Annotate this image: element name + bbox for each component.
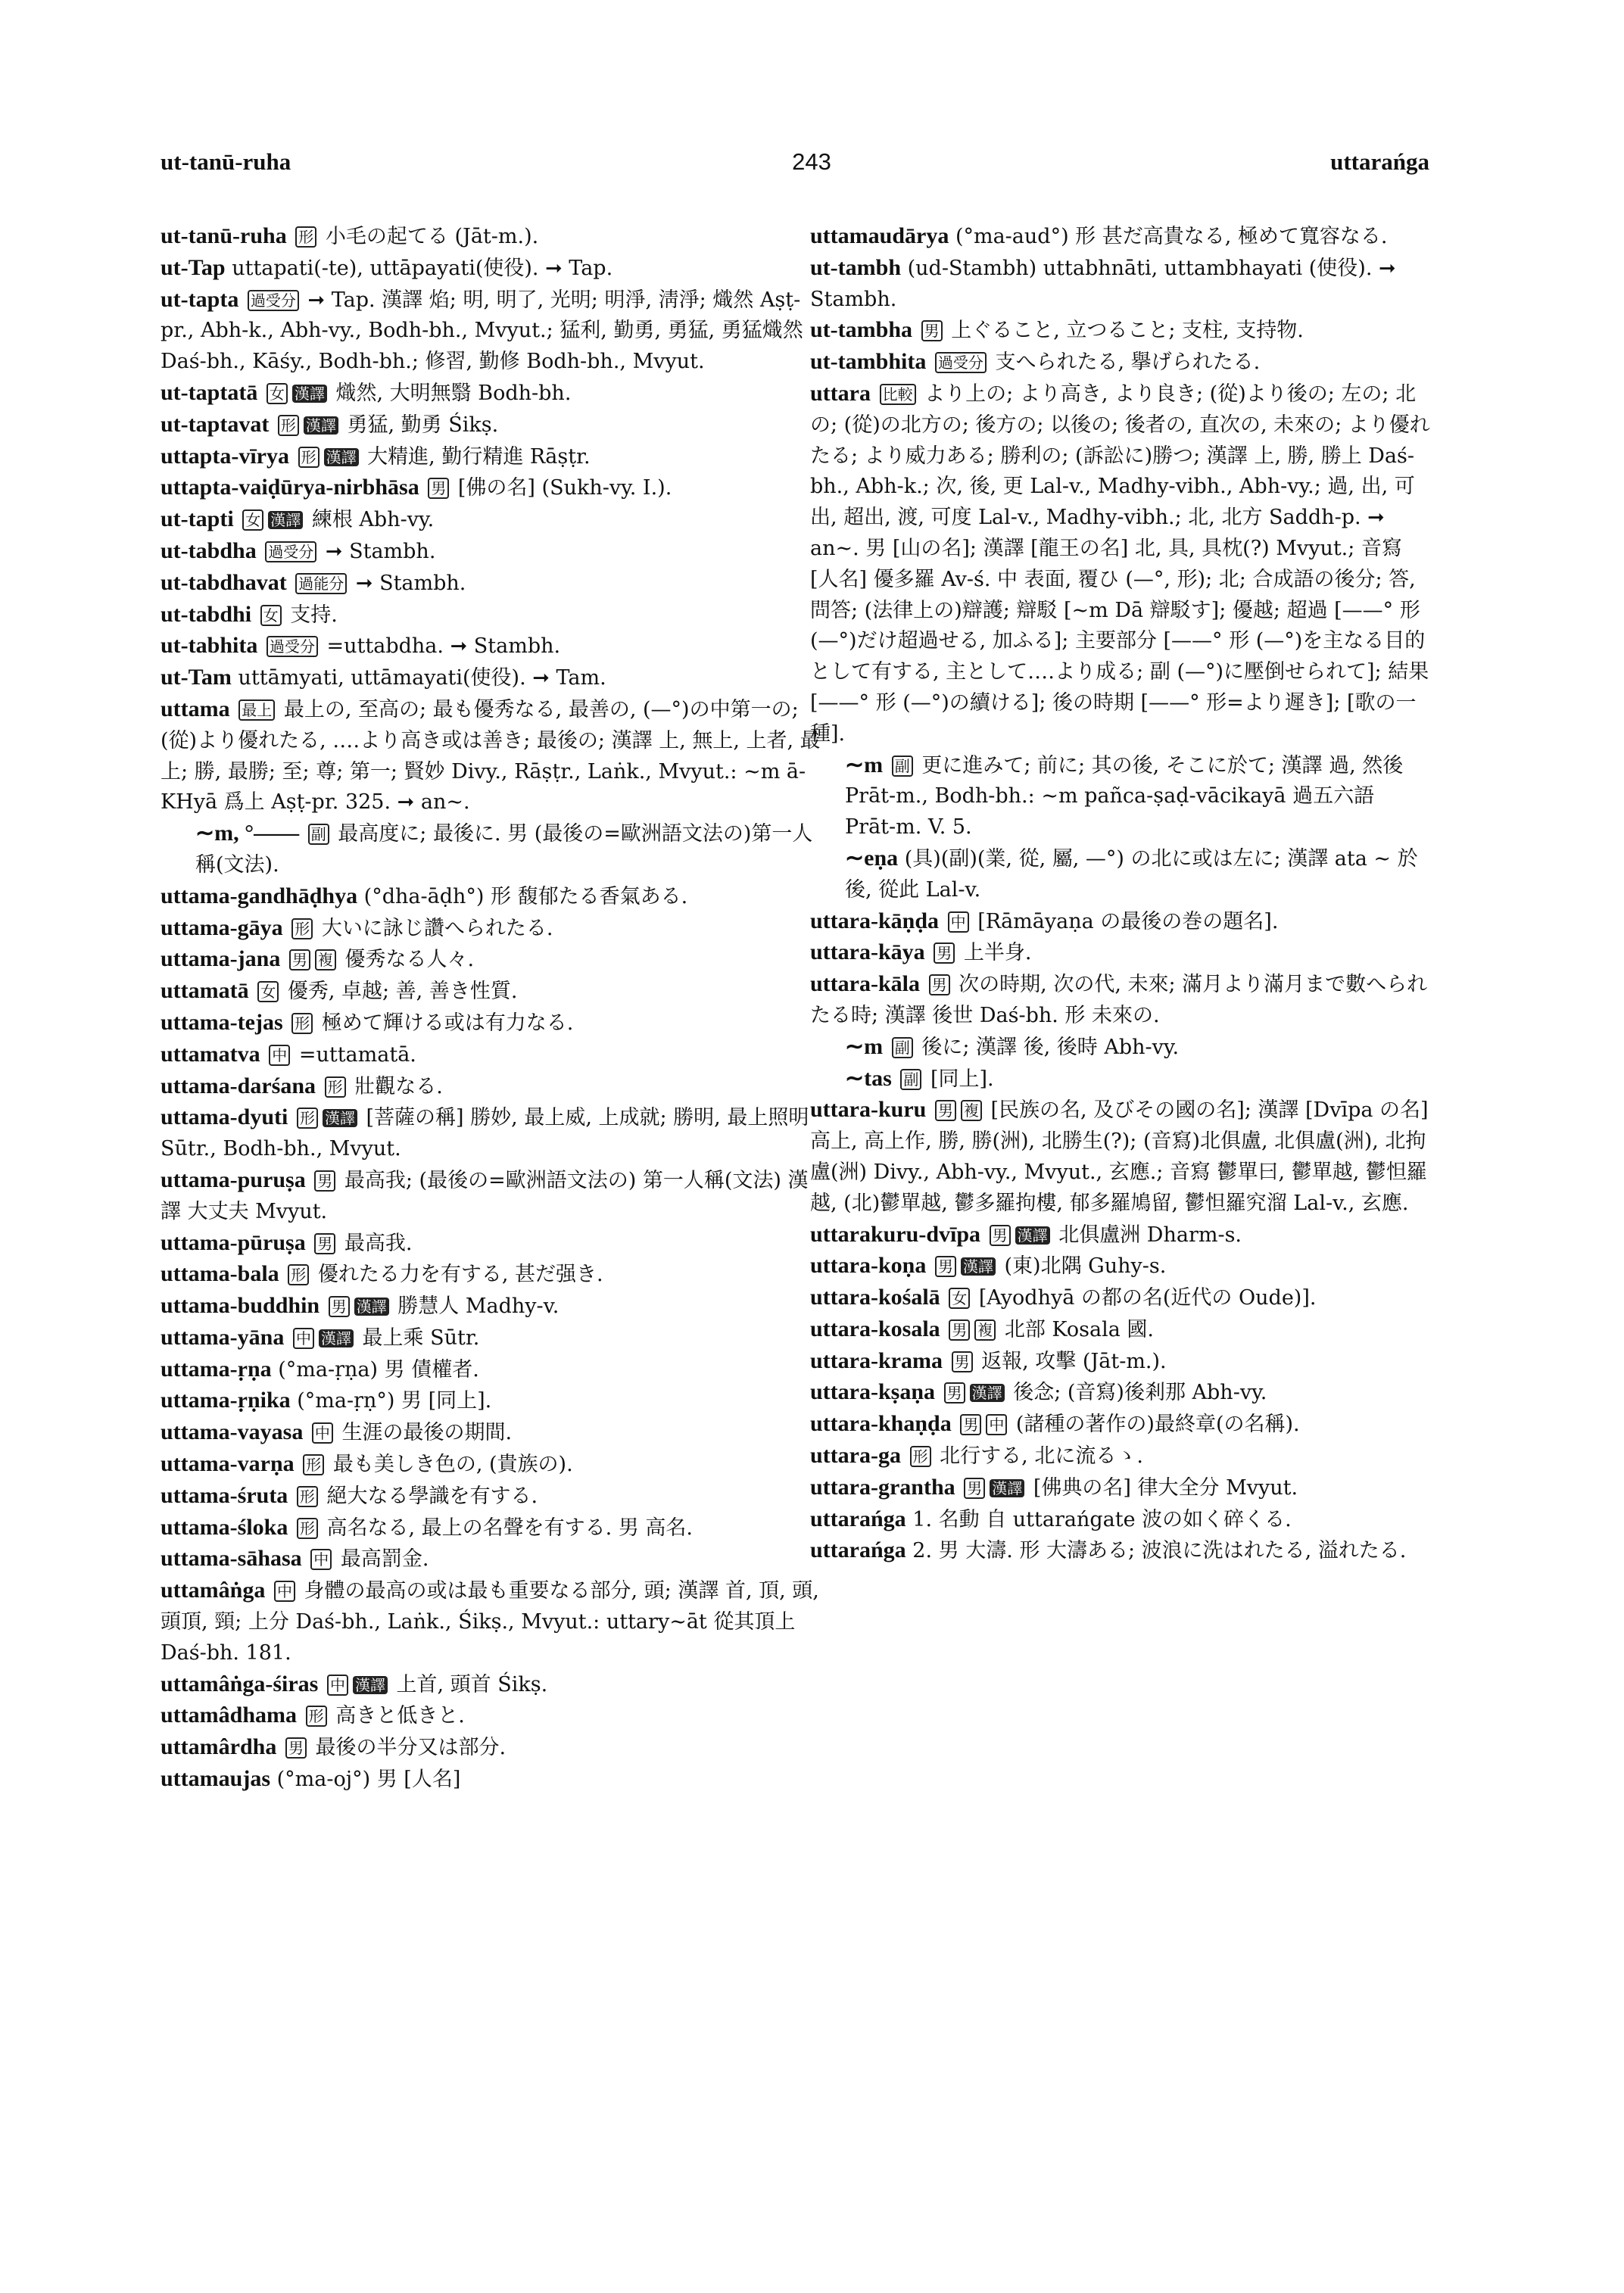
headword: ut-tabhita <box>161 633 258 659</box>
dictionary-entry <box>161 1732 827 1764</box>
headword: ut-tambhita <box>810 349 927 375</box>
headword: uttara-kāṇḍa <box>810 908 940 933</box>
grammar-tag: 形 <box>295 226 316 248</box>
headword: ut-Tap <box>161 254 226 280</box>
definition: 最上乘 Sūtr. <box>355 1326 480 1350</box>
dictionary-entry <box>161 1008 827 1039</box>
grammar-tag: 副 <box>308 824 329 845</box>
grammar-tag: 中 <box>312 1422 333 1444</box>
definition: 返報, 攻擊 (Jāt-m.). <box>974 1349 1167 1373</box>
translation-marker: 漢譯 <box>292 385 327 403</box>
headword: uttama-bala <box>161 1261 279 1287</box>
definition: 上首, 頭首 Śikṣ. <box>389 1672 548 1696</box>
grammar-tag: 男 <box>935 1100 956 1121</box>
headword: uttama-śloka <box>161 1514 288 1540</box>
headword: uttama-buddhin <box>161 1293 320 1319</box>
grammar-tag: 形 <box>288 1264 309 1285</box>
headword: uttara-kośalā <box>810 1285 940 1310</box>
headword: uttarańga <box>810 1537 906 1563</box>
headword: uttara-ga <box>810 1443 901 1469</box>
headword: uttama-varṇa <box>161 1451 295 1477</box>
grammar-tag: 過受分 <box>935 352 987 373</box>
headword: uttamâṅga-śiras <box>161 1671 319 1696</box>
grammar-tag: 男 <box>929 974 950 995</box>
dictionary-entry <box>161 253 827 285</box>
definition: 大精進, 勤行精進 Rāṣṭr. <box>360 444 591 469</box>
dictionary-entry <box>161 378 827 410</box>
definition: 最後の半分又は部分. <box>308 1736 507 1760</box>
definition: [菩薩の稱] 勝妙, 最上威, 上成就; 勝明, 最上照明 Sūtr., Bodh-bh., Mvyut. <box>161 1106 809 1161</box>
dictionary-entry <box>161 976 827 1008</box>
dictionary-entry <box>161 1291 827 1323</box>
dictionary-entry <box>161 1259 827 1291</box>
headword: ∼tas <box>845 1065 892 1091</box>
headword: uttara-kosala <box>810 1316 940 1341</box>
headword: uttamaudārya <box>810 223 949 248</box>
definition: 壯觀なる. <box>348 1074 443 1098</box>
translation-marker: 漢譯 <box>268 511 303 529</box>
definition: [佛典の名] 律大全分 Mvyut. <box>1027 1475 1298 1500</box>
definition: 最高罰金. <box>334 1547 429 1572</box>
headword: ut-taptatā <box>161 379 258 405</box>
dictionary-entry <box>161 1449 827 1481</box>
dictionary-entry <box>161 944 827 976</box>
headword: uttara-kāya <box>810 939 925 965</box>
dictionary-entry <box>161 410 827 441</box>
headword: ut-tanū-ruha <box>161 223 287 248</box>
headword: uttama-gandhāḍhya <box>161 883 358 908</box>
headword: uttara-grantha <box>810 1474 955 1500</box>
dictionary-entry <box>810 1251 1431 1282</box>
grammar-tag: 副 <box>892 756 913 777</box>
grammar-tag: 形 <box>325 1076 346 1098</box>
dictionary-entry <box>810 1346 1431 1378</box>
definition: (東)北隅 Guhy-s. <box>997 1254 1167 1279</box>
grammar-tag: 中 <box>293 1328 314 1349</box>
dictionary-entry <box>810 1095 1431 1219</box>
dictionary-entry <box>161 1764 827 1796</box>
translation-marker: 漢譯 <box>324 448 359 466</box>
dictionary-entry <box>161 1323 827 1354</box>
definition: (°ma-ṛṇ°) 男 [同上]. <box>297 1389 492 1413</box>
headword: ∼eṇa <box>845 845 899 871</box>
headword: ut-tabdhavat <box>161 569 287 595</box>
definition: 高名なる, 最上の名聲を有する. 男 高名. <box>320 1516 694 1540</box>
grammar-tag: 中 <box>310 1549 332 1570</box>
headword: uttara-kāla <box>810 971 920 997</box>
dictionary-entry <box>810 969 1431 1032</box>
headword: ut-tambh <box>810 254 902 280</box>
headword: ut-tabdhi <box>161 601 252 627</box>
dictionary-entry <box>810 379 1431 750</box>
headword: uttapta-vīrya <box>161 443 289 469</box>
headword: uttama <box>161 696 230 721</box>
grammar-tag: 形 <box>297 1518 318 1539</box>
dictionary-entry <box>810 1282 1431 1314</box>
dictionary-entry <box>810 1441 1431 1472</box>
dictionary-entry <box>161 472 827 504</box>
definition: 最上の, 至高の; 最も優秀なる, 最善の, (—°)の中第一の; (從)より優れたる, ‥‥より高き或は善き; 最後の; 漢譯 上, 無上, 上者, 最上; 勝, 最勝; 至; 尊; 第一; 賢妙 Divy., Rāṣṭr., Laṅk., Mvyut.: ∼m ā-KHyā 爲上 Aṣṭ-pr. 325. ➞ an∼. <box>161 697 821 815</box>
dictionary-entry <box>161 1575 827 1668</box>
grammar-tag: 複 <box>961 1100 982 1121</box>
dictionary-entry <box>161 694 827 818</box>
grammar-tag: 副 <box>892 1037 913 1058</box>
grammar-tag: 男 <box>329 1296 350 1317</box>
definition: 大いに詠じ讚へられたる. <box>315 916 553 940</box>
definition: 上半身. <box>957 941 1032 965</box>
dictionary-entry <box>161 504 827 536</box>
dictionary-entry <box>810 937 1431 969</box>
grammar-tag: 男 <box>285 1737 307 1759</box>
definition: 小毛の起てる (Jāt-m.). <box>319 225 539 248</box>
dictionary-entry <box>161 600 827 631</box>
headword: ut-tambha <box>810 317 913 343</box>
definition: (°ma-oj°) 男 [人名] <box>276 1768 461 1792</box>
headword: uttamâṅga <box>161 1578 266 1603</box>
definition: 高きと低きと. <box>329 1704 465 1728</box>
grammar-tag: 男 <box>314 1170 335 1192</box>
grammar-tag: 男 <box>952 1351 973 1372</box>
headword: ∼m <box>845 1033 884 1059</box>
dictionary-entry <box>810 906 1431 938</box>
dictionary-entry <box>161 1385 827 1417</box>
headword: uttama-puruṣa <box>161 1167 306 1192</box>
grammar-tag: 最上 <box>238 699 275 721</box>
dictionary-entry <box>810 1032 1431 1064</box>
headword: uttama-darśana <box>161 1073 316 1098</box>
headword: uttama-tejas <box>161 1009 283 1035</box>
headword: ∼m, °—— <box>195 821 300 846</box>
translation-marker: 漢譯 <box>354 1298 389 1316</box>
definition: 最高我; (最後の=歐洲語文法の) 第一人稱(文法) 漢譯 大丈夫 Mvyut. <box>161 1168 809 1223</box>
grammar-tag: 中 <box>274 1581 295 1602</box>
grammar-tag: 形 <box>297 1108 318 1129</box>
headword: uttama-jana <box>161 946 281 972</box>
definition: ➞ Stambh. <box>319 539 436 563</box>
grammar-tag: 女 <box>949 1288 970 1309</box>
grammar-tag: 男 <box>935 1256 956 1277</box>
grammar-tag: 複 <box>974 1319 996 1341</box>
grammar-tag: 形 <box>910 1446 931 1467</box>
grammar-tag: 男 <box>964 1478 985 1499</box>
headword: uttama-pūruṣa <box>161 1229 306 1255</box>
headword: uttamatva <box>161 1041 260 1067</box>
left-guide-word: ut-tanū-ruha <box>161 148 291 175</box>
dictionary-entry <box>810 1472 1431 1504</box>
definition: uttapati(-te), uttāpayati(使役). ➞ Tap. <box>232 256 613 280</box>
translation-marker: 漢譯 <box>990 1479 1024 1497</box>
definition: ➞ Stambh. <box>349 571 466 595</box>
dictionary-entry <box>810 253 1431 316</box>
headword: uttama-dyuti <box>161 1104 288 1130</box>
dictionary-entry <box>810 1535 1431 1567</box>
definition: uttāmyati, uttāmayati(使役). ➞ Tam. <box>238 666 606 690</box>
headword: uttamâdhama <box>161 1703 298 1728</box>
grammar-tag: 形 <box>306 1706 327 1727</box>
dictionary-entry <box>161 1669 827 1701</box>
definition: [民族の名, 及びその國の名]; 漢譯 [Dvīpa の名] 高上, 高上作, 勝, 勝(洲), 北勝生(?); (音寫)北俱盧, 北俱盧(洲), 北拘盧(洲) Divy., Abh-vy., Mvyut., 玄應.; 音寫 鬱單曰, 鬱單越, 鬱怛羅越, (北)鬱單越, 鬱多羅拘樓, 郁多羅鳩留, 鬱怛羅究溜 Lal-v., 玄應. <box>810 1098 1429 1215</box>
grammar-tag: 中 <box>269 1045 290 1066</box>
grammar-tag: 形 <box>291 1013 313 1034</box>
dictionary-entry <box>161 818 827 881</box>
definition: 支へられたる, 擧げられたる. <box>988 350 1261 375</box>
definition: 2. 男 大濤. 形 大濤ある; 波浪に洗はれたる, 溢れたる. <box>912 1539 1407 1563</box>
dictionary-entry <box>810 1314 1431 1346</box>
dictionary-entry <box>161 631 827 662</box>
definition: 練根 Abh-vy. <box>305 508 435 532</box>
definition: 最高度に; 最後に. 男 (最後の=歐洲語文法の)第一人稱(文法). <box>195 822 813 877</box>
grammar-tag: 形 <box>278 415 299 436</box>
grammar-tag: 男 <box>428 478 449 499</box>
dictionary-entry <box>810 1064 1431 1095</box>
definition: 最も美しき色の, (貴族の). <box>326 1453 573 1477</box>
dictionary-entry <box>810 750 1431 843</box>
definition: ➞ Tap. 漢譯 焰; 明, 明了, 光明; 明淨, 淸淨; 熾然 Aṣṭ-pr., Abh-k., Abh-vy., Bodh-bh., Mvyut.; 猛利, 勤勇, 勇猛, 勇猛熾然 Daś-bh., Kāśy., Bodh-bh.; 修習, 勤修 Bodh-bh., Mvyut. <box>161 288 803 374</box>
right-guide-word: uttarańga <box>1330 148 1429 175</box>
definition: 優秀なる人々. <box>338 948 475 972</box>
definition: (諸種の著作の)最終章(の名稱). <box>1009 1413 1300 1437</box>
definition: (°dha-āḍh°) 形 馥郁たる香氣ある. <box>363 884 688 908</box>
dictionary-entry <box>810 843 1431 906</box>
dictionary-entry <box>161 1354 827 1386</box>
translation-marker: 漢譯 <box>304 416 338 435</box>
dictionary-entry <box>810 1220 1431 1251</box>
definition: (具)(副)(業, 從, 屬, —°) の北に或は左に; 漢譯 ata ∼ 於後, 從此 Lal-v. <box>845 846 1418 902</box>
headword: uttama-vayasa <box>161 1419 304 1445</box>
definition: 北部 Kosala 國. <box>998 1317 1154 1341</box>
translation-marker: 漢譯 <box>353 1676 388 1694</box>
dictionary-entry <box>161 1165 827 1228</box>
grammar-tag: 男 <box>934 942 955 964</box>
headword: ut-taptavat <box>161 411 270 437</box>
headword: uttara-kṣaṇa <box>810 1379 936 1405</box>
definition: 最高我. <box>338 1231 413 1255</box>
grammar-tag: 過受分 <box>267 636 318 657</box>
translation-marker: 漢譯 <box>323 1109 357 1127</box>
page-number: 243 <box>792 148 831 175</box>
grammar-tag: 過受分 <box>265 541 316 562</box>
definition: =uttabdha. ➞ Stambh. <box>320 634 561 659</box>
definition: 勇猛, 勤勇 Śikṣ. <box>340 413 499 437</box>
dictionary-entry <box>161 1481 827 1513</box>
grammar-tag: 形 <box>297 1486 318 1507</box>
dictionary-entry <box>810 221 1431 253</box>
translation-marker: 漢譯 <box>1015 1226 1050 1245</box>
headword: uttama-śruta <box>161 1482 288 1508</box>
dictionary-entry <box>161 536 827 568</box>
dictionary-entry <box>161 1228 827 1260</box>
grammar-tag: 男 <box>944 1382 965 1404</box>
definition: 北俱盧洲 Dharm-s. <box>1052 1223 1242 1247</box>
headword: ∼m <box>845 752 884 777</box>
definition: 1. 名動 自 uttarańgate 波の如く碎くる. <box>912 1507 1292 1531</box>
grammar-tag: 男 <box>314 1233 335 1254</box>
dictionary-entry <box>161 441 827 473</box>
dictionary-entry <box>161 881 827 913</box>
definition: 更に進みて; 前に; 其の後, そこに於て; 漢譯 過, 然後 Prāt-m., Bodh-bh.: ∼m pañca-ṣaḍ-vācikayā 過五六語 Prāt-m. V. 5. <box>845 753 1404 840</box>
dictionary-entry <box>161 1544 827 1575</box>
definition: [同上]. <box>924 1067 994 1091</box>
headword: uttara <box>810 380 871 406</box>
grammar-tag: 中 <box>948 911 969 933</box>
headword: ut-tapti <box>161 506 234 532</box>
headword: ut-Tam <box>161 665 232 690</box>
headword: ut-tapta <box>161 286 239 312</box>
headword: uttarańga <box>810 1506 906 1531</box>
grammar-tag: 女 <box>242 509 263 531</box>
definition: 優れたる力を有する, 甚だ强き. <box>311 1263 603 1287</box>
dictionary-entry <box>161 1417 827 1449</box>
dictionary-entry <box>161 1700 827 1732</box>
grammar-tag: 中 <box>327 1675 348 1696</box>
definition: 熾然, 大明無翳 Bodh-bh. <box>329 381 572 405</box>
definition: 支持. <box>283 603 338 627</box>
definition: より上の; より高き, より良き; (從)より後の; 左の; 北の; (從)の北方の; 後方の; 以後の; 後者の, 直次の, 未來の; より優れたる; より威力ある; 勝利の; (訴訟に)勝つ; 漢譯 上, 勝, 勝上 Daś-bh., Abh-k.; 次, 後, 更 Lal-v., Madhy-vibh., Abh-vy.; 過, 出, 可出, 超出, 渡, 可度 Lal-v., Madhy-vibh.; 北, 北方 Saddh-p. ➞ an∼. 男 [山の名]; 漢譯 [龍王の名] 北, 具, 具枕(?) Mvyut.; 音寫 [人名] 優多羅 Av-ś. 中 表面, 覆ひ (—°, 形); 北; 合成語の後分; 答, 問答; (法律上の)辯護; 辯駁 [∼m Dā 辯駁す]; 優越; 超過 [——° 形 (—°)だけ超過せる, 加ふる]; 主要部分 [——° 形 (—°)を主なる目的として有する, 主として‥‥より成る; 副 (—°)に壓倒せられて]; 結果 [——° 形 (—°)の續ける]; 後の時期 [——° 形=より遲き]; [歌の一種]. <box>810 382 1430 746</box>
grammar-tag: 複 <box>315 949 336 970</box>
dictionary-entry <box>161 1102 827 1165</box>
dictionary-entry <box>161 568 827 600</box>
dictionary-entry <box>810 347 1431 379</box>
definition: [Ayodhyā の都の名(近代の Oude)]. <box>972 1286 1317 1310</box>
grammar-tag: 女 <box>257 981 279 1002</box>
headword: ut-tabdha <box>161 537 257 563</box>
dictionary-entry <box>161 1039 827 1071</box>
grammar-tag: 男 <box>289 949 310 970</box>
dictionary-entry <box>161 1513 827 1544</box>
right-column <box>810 221 1431 1567</box>
definition: 後念; (音寫)後剎那 Abh-vy. <box>1006 1381 1267 1405</box>
definition: 絕大なる學識を有する. <box>320 1484 538 1508</box>
translation-marker: 漢譯 <box>970 1384 1005 1402</box>
headword: uttara-khaṇḍa <box>810 1411 952 1437</box>
dictionary-entry <box>810 1377 1431 1409</box>
headword: uttara-kuru <box>810 1097 927 1123</box>
grammar-tag: 過受分 <box>248 290 299 311</box>
headword: uttamârdha <box>161 1734 277 1760</box>
grammar-tag: 女 <box>260 605 282 626</box>
grammar-tag: 副 <box>900 1069 921 1090</box>
definition: 勝慧人 Madhy-v. <box>391 1294 560 1319</box>
definition: 生涯の最後の期間. <box>335 1421 513 1445</box>
definition: 身體の最高の或は最も重要なる部分, 頭; 漢譯 首, 頂, 頭, 頭頂, 頸; 上分 Daś-bh., Laṅk., Śikṣ., Mvyut.: uttary∼āt 從其頂上 Daś-bh. 181. <box>161 1579 819 1665</box>
dictionary-entry <box>161 285 827 378</box>
headword: uttara-krama <box>810 1347 943 1373</box>
definition: [Rāmāyaṇa の最後の巻の題名]. <box>971 909 1279 933</box>
definition: 上ぐること, 立つること; 支柱, 支持物. <box>944 319 1304 343</box>
grammar-tag: 男 <box>960 1414 981 1435</box>
headword: uttapta-vaiḍūrya-nirbhāsa <box>161 475 419 500</box>
definition: 優秀, 卓越; 善, 善き性質. <box>281 980 518 1004</box>
headword: uttama-sāhasa <box>161 1546 302 1572</box>
dictionary-entry <box>810 1409 1431 1441</box>
definition: (°ma-aud°) 形 甚だ高貴なる, 極めて寬容なる. <box>955 225 1388 248</box>
grammar-tag: 中 <box>986 1414 1007 1435</box>
dictionary-entry <box>810 315 1431 347</box>
grammar-tag: 形 <box>298 447 320 468</box>
grammar-tag: 男 <box>949 1319 970 1341</box>
definition: (°ma-ṛṇa) 男 債權者. <box>278 1357 479 1382</box>
left-column <box>161 221 827 1796</box>
definition: =uttamatā. <box>292 1042 416 1067</box>
grammar-tag: 比較 <box>880 384 916 405</box>
dictionary-entry <box>161 662 827 694</box>
grammar-tag: 過能分 <box>295 573 347 594</box>
dictionary-entry <box>161 1071 827 1103</box>
definition: 極めて輝ける或は有力なる. <box>315 1011 574 1035</box>
translation-marker: 漢譯 <box>319 1329 354 1347</box>
headword: uttamaujas <box>161 1766 271 1792</box>
definition: 北行する, 北に流るゝ. <box>933 1444 1143 1469</box>
headword: uttarakuru-dvīpa <box>810 1221 981 1247</box>
definition: [佛の名] (Sukh-vy. I.). <box>451 476 672 500</box>
headword: uttama-ṛṇika <box>161 1388 291 1413</box>
running-header <box>0 148 1624 186</box>
definition: (ud-Stambh) uttabhnāti, uttambhayati (使役). ➞ Stambh. <box>810 256 1396 311</box>
headword: uttama-gāya <box>161 914 283 940</box>
headword: uttama-ṛṇa <box>161 1356 272 1382</box>
grammar-tag: 女 <box>267 383 288 404</box>
dictionary-entry <box>161 913 827 945</box>
headword: uttamatā <box>161 978 249 1004</box>
grammar-tag: 形 <box>291 918 313 939</box>
definition: 次の時期, 次の代, 未來; 滿月より滿月まで數へられたる時; 漢譯 後世 Daś-bh. 形 未來の. <box>810 973 1428 1027</box>
headword: uttara-koṇa <box>810 1253 927 1279</box>
headword: uttama-yāna <box>161 1324 285 1350</box>
grammar-tag: 男 <box>921 320 943 341</box>
dictionary-entry <box>810 1504 1431 1536</box>
translation-marker: 漢譯 <box>961 1257 996 1276</box>
grammar-tag: 男 <box>990 1225 1011 1246</box>
dictionary-entry <box>161 221 827 253</box>
definition: 後に; 漢譯 後, 後時 Abh-vy. <box>915 1035 1180 1059</box>
grammar-tag: 形 <box>303 1454 324 1475</box>
